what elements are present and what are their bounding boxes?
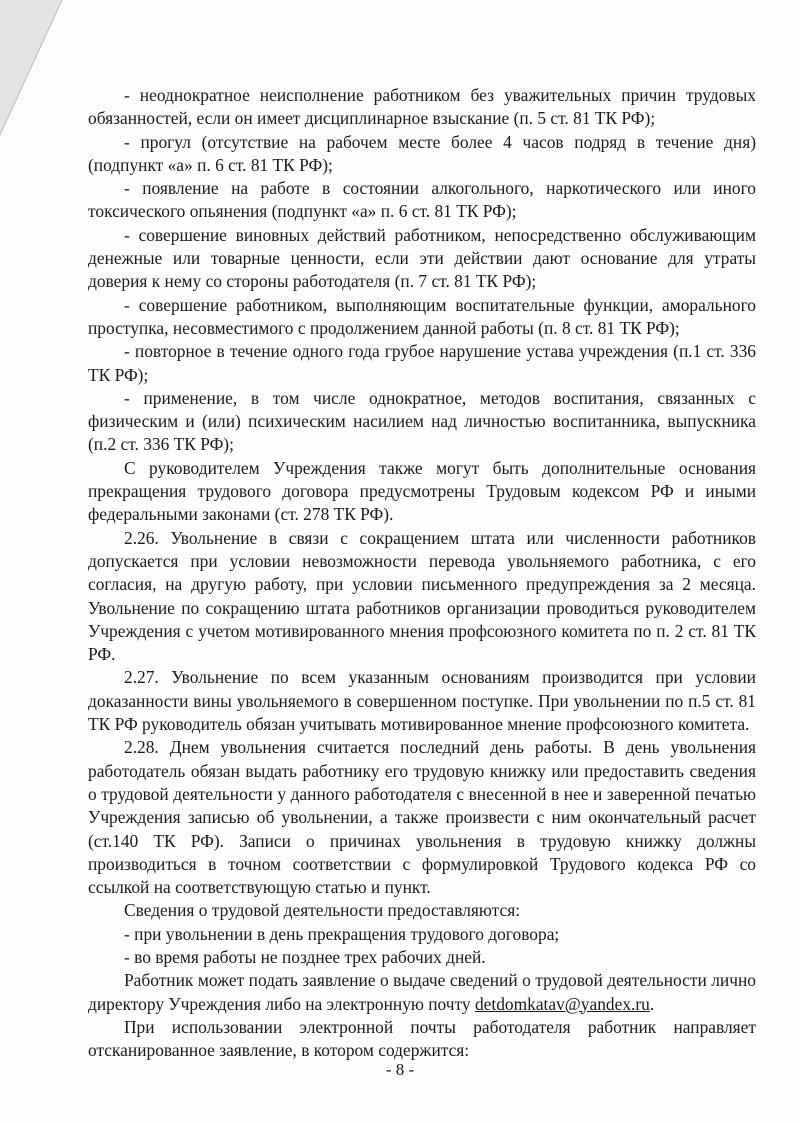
paragraph-text: Работник может подать заявление о выдаче сведений о трудовой деятельности лично директору Учреждения либо на электронную почту bbox=[88, 970, 756, 1014]
email-link[interactable]: detdomkatav@yandex.ru bbox=[474, 993, 650, 1014]
paragraph: - применение, в том числе однократное, методов воспитания, связанных с физическим и (или) психическим насилием над личностью воспитанника, выпускника (п.2 ст. 336 ТК РФ); bbox=[88, 387, 756, 455]
paragraph: - появление на работе в состоянии алкогольного, наркотического или иного токсического опьянения (подпункт «а» п. 6 ст. 81 ТК РФ); bbox=[88, 178, 756, 222]
paragraph-email bbox=[88, 969, 756, 1016]
paragraph: С руководителем Учреждения также могут быть дополнительные основания прекращения трудового договора предусмотрены Трудовым кодексом РФ и иными федеральными законами (ст. 278 ТК РФ). bbox=[88, 457, 756, 525]
page-number: - 8 - bbox=[385, 1060, 415, 1079]
paragraph: - совершение виновных действий работником, непосредственно обслуживающим денежные или товарные ценности, если эти действии дают основание для утраты доверия к нему со стороны работодателя (п. 7 ст. 81 ТК РФ); bbox=[88, 224, 756, 292]
paragraph: Сведения о трудовой деятельности предоставляются: bbox=[124, 900, 521, 921]
section-2-28: 2.28. Днем увольнения считается последний день работы. В день увольнения работодатель обязан выдать работнику его трудовую книжку или предоставить сведения о трудовой деятельности у данного работодателя с внесенной в нее и заверенной печатью Учреждения записью об увольнении, а также произвести с ним окончательный расчет (ст.140 ТК РФ). Записи о причинах увольнения в трудовую книжку должны производиться в точном соответствии с формулировкой Трудового кодекса РФ со ссылкой на соответствующую статью и пункт. bbox=[88, 737, 756, 898]
page-corner-shadow bbox=[0, 0, 80, 140]
paragraph: - совершение работником, выполняющим воспитательные функции, аморального проступка, несовместимого с продолжением данной работы (п. 8 ст. 81 ТК РФ); bbox=[88, 294, 756, 338]
document-body bbox=[88, 84, 756, 1062]
paragraph: - прогул (отсутствие на рабочем месте более 4 часов подряд в течение дня) (подпункт «а» п. 6 ст. 81 ТК РФ); bbox=[88, 131, 756, 175]
section-2-26: 2.26. Увольнение в связи с сокращением штата или численности работников допускается при условии невозможности перевода увольняемого работника, с его согласия, на другую работу, при условии письменного предупреждения за 2 месяца. Увольнение по сокращению штата работников организации проводиться руководителем Учреждения с учетом мотивированного мнения профсоюзного комитета по п. 2 ст. 81 ТК РФ. bbox=[88, 527, 756, 665]
punctuation: . bbox=[649, 993, 655, 1014]
paragraph: - неоднократное неисполнение работником без уважительных причин трудовых обязанностей, если он имеет дисциплинарное взыскание (п. 5 ст. 81 ТК РФ); bbox=[88, 85, 756, 129]
paragraph: - повторное в течение одного года грубое нарушение устава учреждения (п.1 ст. 336 ТК РФ); bbox=[88, 341, 756, 385]
paragraph: При использовании электронной почты работодателя работник направляет отсканированное заявление, в котором содержится: bbox=[88, 1016, 756, 1061]
list-item: - при увольнении в день прекращения трудового договора; bbox=[124, 923, 560, 944]
section-2-27: 2.27. Увольнение по всем указанным основаниям производится при условии доказанности вины увольняемого в совершенном поступке. При увольнении по п.5 ст. 81 ТК РФ руководитель обязан учитывать мотивированное мнение профсоюзного комитета. bbox=[88, 667, 756, 735]
list-item: - во время работы не позднее трех рабочих дней. bbox=[124, 946, 486, 967]
